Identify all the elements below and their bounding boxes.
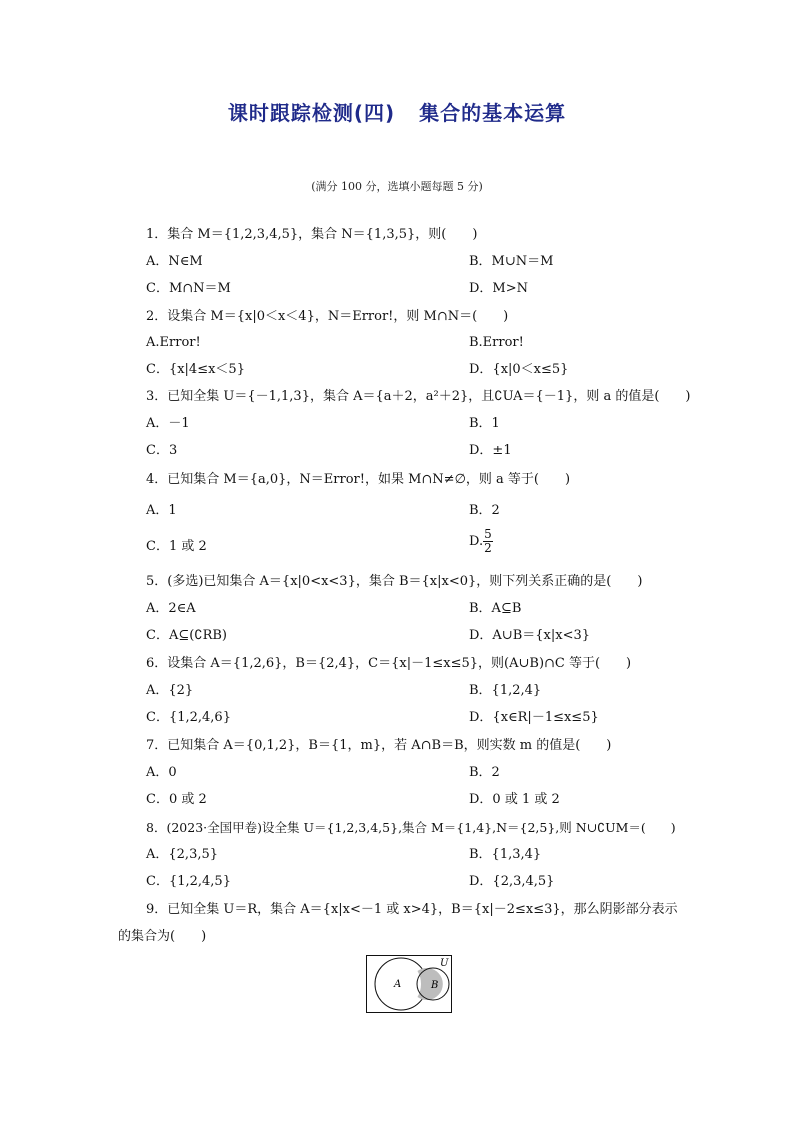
question-9-stem: 9．已知全集 U＝R，集合 A＝{x|x<－1 或 x>4}，B＝{x|－2≤x≤3}，那么阴影部分表示 (146, 902, 678, 917)
question-8-option-d: D．{2,3,4,5} (469, 874, 555, 889)
page-title: 课时跟踪检测(四) 集合的基本运算 (227, 101, 567, 125)
question-1-option-b: B．M∪N＝M (469, 254, 554, 269)
question-4-option-c: C．1 或 2 (146, 539, 207, 554)
question-4-stem: 4．已知集合 M＝{a,0}，N＝Error!，如果 M∩N≠∅，则 a 等于( ) (146, 472, 571, 487)
fraction (483, 528, 493, 555)
question-8-option-a: A．{2,3,5} (146, 847, 219, 862)
venn-label-a: A (394, 979, 402, 990)
question-8-option-b: B．{1,3,4} (469, 847, 542, 862)
question-7-option-c: C．0 或 2 (146, 792, 207, 807)
question-2-option-d: D．{x|0＜x≤5} (469, 362, 569, 377)
question-6-option-d: D．{x∈R|－1≤x≤5} (469, 710, 599, 725)
question-3-option-c: C．3 (146, 443, 178, 458)
question-4-option-d (469, 528, 493, 555)
fraction-numerator: 5 (484, 527, 492, 541)
question-7-stem: 7．已知集合 A＝{0,1,2}，B＝{1，m}，若 A∩B＝B，则实数 m 的值是( ) (146, 738, 612, 753)
question-4-option-a: A．1 (146, 503, 177, 518)
question-1-option-d: D．M>N (469, 281, 529, 296)
question-4-option-d-label: D. (469, 534, 484, 549)
question-6-option-a: A．{2} (146, 683, 194, 698)
question-1-option-c: C．M∩N＝M (146, 281, 231, 296)
question-6-option-b: B．{1,2,4} (469, 683, 542, 698)
question-6-option-c: C．{1,2,4,6} (146, 710, 231, 725)
score-note: (满分 100 分，选填小题每题 5 分) (311, 180, 483, 193)
question-1-option-a: A．N∈M (146, 254, 203, 269)
question-7-option-a: A．0 (146, 765, 177, 780)
question-3-option-b: B．1 (469, 416, 500, 431)
question-7-option-b: B．2 (469, 765, 500, 780)
venn-diagram (366, 955, 452, 1013)
question-2-option-b: B.Error! (469, 335, 524, 350)
question-3-stem: 3．已知全集 U＝{－1,1,3}，集合 A＝{a＋2，a²＋2}，且∁UA＝{－1}，则 a 的值是( ) (146, 389, 691, 404)
question-4-option-b: B．2 (469, 503, 500, 518)
fraction-denominator: 2 (484, 541, 492, 555)
question-5-option-c: C．A⊆(∁RB) (146, 628, 227, 643)
question-8-option-c: C．{1,2,4,5} (146, 874, 231, 889)
venn-label-b: B (431, 980, 439, 991)
question-6-stem: 6．设集合 A＝{1,2,6}，B＝{2,4}，C＝{x|－1≤x≤5}，则(A∪B)∩C 等于( ) (146, 656, 632, 671)
question-1-stem: 1．集合 M＝{1,2,3,4,5}，集合 N＝{1,3,5}，则( ) (146, 227, 478, 242)
question-7-option-d: D．0 或 1 或 2 (469, 792, 560, 807)
question-2-option-a: A.Error! (146, 335, 201, 350)
question-9-stem-continued: 的集合为( ) (118, 929, 207, 944)
question-5-option-a: A．2∈A (146, 601, 196, 616)
question-5-stem: 5．(多选)已知集合 A＝{x|0<x<3}，集合 B＝{x|x<0}，则下列关系正确的是( ) (146, 574, 643, 589)
question-5-option-d: D．A∪B＝{x|x<3} (469, 628, 591, 643)
question-3-option-a: A．－1 (146, 416, 190, 431)
question-2-stem: 2．设集合 M＝{x|0＜x＜4}，N＝Error!，则 M∩N＝( ) (146, 309, 509, 324)
question-2-option-c: C．{x|4≤x＜5} (146, 362, 245, 377)
question-5-option-b: B．A⊆B (469, 601, 522, 616)
venn-label-u: U (440, 958, 449, 969)
question-8-stem: 8．(2023·全国甲卷)设全集 U＝{1,2,3,4,5},集合 M＝{1,4},N＝{2,5},则 N∪∁UM＝( ) (146, 820, 676, 835)
question-3-option-d: D．±1 (469, 443, 512, 458)
